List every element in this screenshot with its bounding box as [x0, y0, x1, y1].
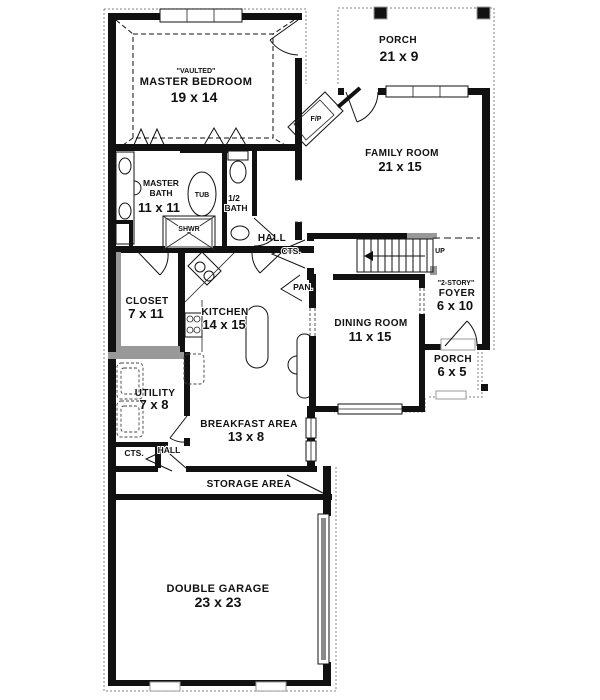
- foyer-note: "2-STORY": [437, 280, 475, 287]
- stairs-direction-arrow: [364, 251, 373, 261]
- window-dining-room: [338, 404, 402, 414]
- storage-label: STORAGE AREA: [206, 479, 292, 490]
- dining-room-label: DINING ROOM: [334, 318, 408, 329]
- stairs-up-label: UP: [435, 248, 445, 255]
- cts-upper-label: CTS.: [281, 246, 301, 256]
- door-swing-master-bedroom: [270, 20, 298, 55]
- closet-label: CLOSET: [125, 296, 169, 307]
- utility-dims: 7 x 8: [139, 397, 169, 412]
- fireplace-label: F/P: [310, 116, 322, 123]
- shower: [163, 216, 215, 250]
- buffet: [288, 334, 312, 398]
- breakfast-dims: 13 x 8: [227, 429, 265, 444]
- cts-lower-label: CTS.: [124, 448, 144, 458]
- foyer-label: FOYER: [438, 288, 476, 299]
- porch-posts: [374, 7, 490, 391]
- window-garage: [318, 514, 329, 664]
- bath-vanity: [116, 152, 141, 244]
- master-bath-dims: 11 x 11: [138, 200, 180, 215]
- master-bath-label-2: BATH: [149, 188, 173, 198]
- garage-label: DOUBLE GARAGE: [166, 583, 270, 595]
- half-bath-label-1: 1/2: [228, 193, 240, 203]
- foyer-dims: 6 x 10: [436, 298, 474, 313]
- rear-porch-dims: 21 x 9: [379, 48, 419, 64]
- utility-label: UTILITY: [134, 388, 176, 399]
- kitchen-label: KITCHEN: [201, 307, 249, 318]
- staircase: [357, 238, 480, 272]
- front-porch-label: PORCH: [433, 354, 473, 365]
- sink-icon: [119, 203, 131, 219]
- hall-upper-label: HALL: [257, 233, 287, 244]
- family-room-dims: 21 x 15: [378, 159, 422, 174]
- half-bath-sink: [231, 226, 249, 240]
- sink-icon: [119, 158, 131, 174]
- door-swing-hall-kitchen: [252, 252, 282, 273]
- hall-lower-label: HALL: [157, 445, 181, 455]
- master-bedroom-note: "VAULTED": [176, 68, 216, 75]
- shower-label: SHWR: [178, 226, 200, 233]
- master-bedroom-dims: 19 x 14: [170, 89, 218, 105]
- breakfast-label: BREAKFAST AREA: [200, 419, 298, 430]
- door-swing-closet: [138, 252, 168, 275]
- garage-dims: 23 x 23: [194, 594, 242, 610]
- window-family-room: [386, 86, 468, 97]
- kitchen-dims: 14 x 15: [202, 317, 246, 332]
- kitchen-sink: [185, 252, 235, 302]
- family-room-label: FAMILY ROOM: [365, 148, 439, 159]
- walls: [108, 13, 490, 686]
- tub-label: TUB: [194, 192, 210, 199]
- porch-step: [436, 391, 466, 399]
- master-bath-label-1: MASTER: [143, 178, 179, 188]
- cooktop: [185, 300, 202, 352]
- front-porch-dims: 6 x 5: [437, 364, 467, 379]
- window-master-bedroom: [160, 9, 242, 22]
- closet-dims: 7 x 11: [128, 306, 164, 321]
- half-bath-label-2: BATH: [224, 203, 248, 213]
- master-bedroom-label: MASTER BEDROOM: [139, 76, 253, 88]
- dining-room-dims: 11 x 15: [348, 329, 392, 344]
- toilet-icon: [228, 151, 248, 183]
- kitchen-island: [246, 306, 268, 368]
- linen-label: L: [111, 235, 117, 242]
- pantry-label: PAN.: [293, 282, 313, 292]
- rear-porch-label: PORCH: [378, 35, 418, 46]
